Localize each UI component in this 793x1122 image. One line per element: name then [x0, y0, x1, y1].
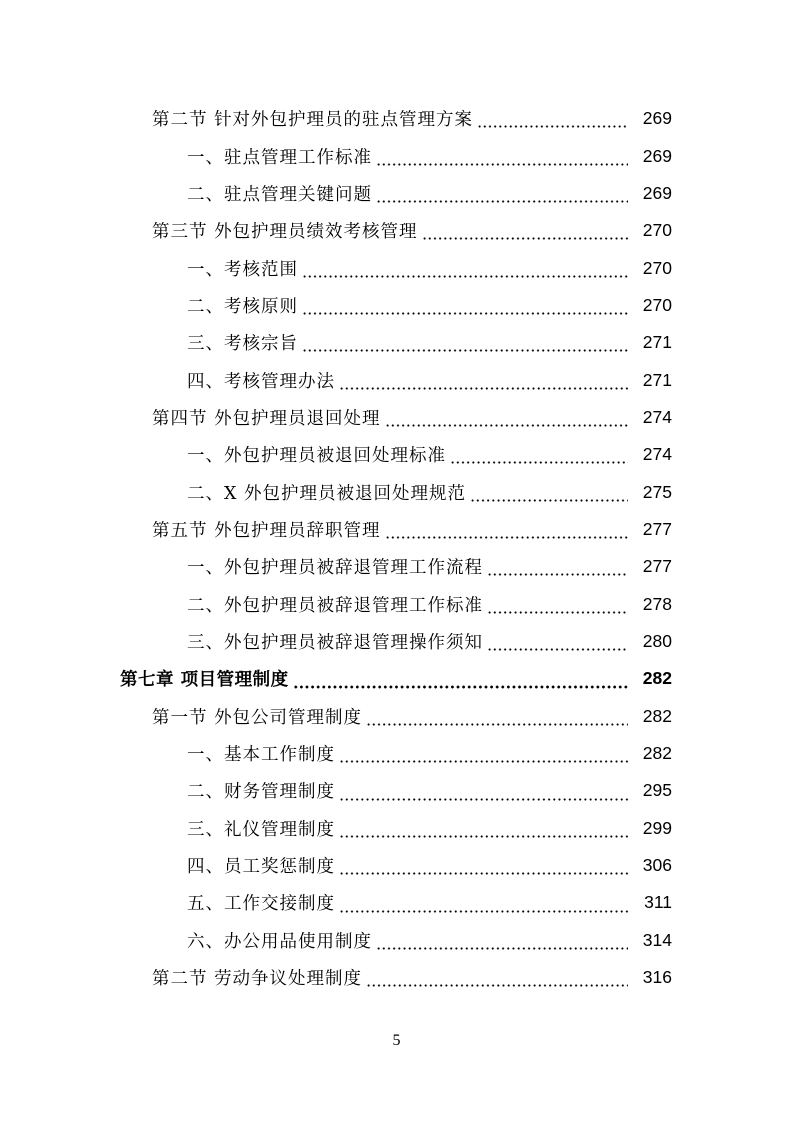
toc-entry-page-number: 311: [644, 892, 672, 913]
toc-subsection-entry[interactable]: [0, 175, 793, 212]
toc-dot-leader: [470, 485, 628, 502]
table-of-contents: [0, 100, 793, 996]
toc-entry-title: 第一节 外包公司管理制度: [152, 707, 363, 728]
toc-entry-title: 二、财务管理制度: [187, 782, 335, 803]
toc-entry-page-number: 282: [642, 743, 672, 764]
toc-entry-title: 一、考核范围: [187, 259, 298, 280]
toc-dot-leader: [477, 111, 628, 128]
toc-entry-title: 二、驻点管理关键问题: [187, 184, 372, 205]
toc-subsection-entry[interactable]: [0, 623, 793, 660]
toc-entry-title: 一、驻点管理工作标准: [187, 147, 372, 168]
toc-entry-title: 第三节 外包护理员绩效考核管理: [152, 222, 418, 243]
toc-entry-title: 第四节 外包护理员退回处理: [152, 408, 381, 429]
toc-section-entry[interactable]: [0, 212, 793, 249]
toc-entry-page-number: 282: [642, 668, 672, 689]
toc-entry-page-number: 277: [642, 518, 672, 539]
toc-dot-leader: [339, 821, 628, 838]
toc-entry-title: 四、员工奖惩制度: [187, 857, 335, 878]
toc-entry-title: 一、外包护理员被辞退管理工作流程: [187, 558, 483, 579]
toc-section-entry[interactable]: [0, 959, 793, 996]
toc-dot-leader: [293, 672, 628, 689]
toc-entry-page-number: 274: [642, 444, 672, 465]
toc-entry-title: 三、礼仪管理制度: [187, 819, 335, 840]
toc-dot-leader: [487, 559, 628, 576]
toc-subsection-entry[interactable]: [0, 772, 793, 809]
toc-entry-title: 三、外包护理员被辞退管理操作须知: [187, 632, 483, 653]
toc-entry-page-number: 269: [642, 108, 672, 129]
toc-entry-title: 一、外包护理员被退回处理标准: [187, 446, 446, 467]
toc-entry-page-number: 275: [642, 481, 672, 502]
toc-dot-leader: [385, 522, 628, 539]
toc-dot-leader: [376, 933, 628, 950]
toc-dot-leader: [302, 335, 628, 352]
toc-subsection-entry[interactable]: [0, 735, 793, 772]
toc-entry-title: 二、X 外包护理员被退回处理规范: [187, 483, 467, 504]
toc-entry-page-number: 306: [642, 855, 672, 876]
toc-subsection-entry[interactable]: [0, 249, 793, 286]
toc-dot-leader: [487, 597, 628, 614]
toc-dot-leader: [339, 373, 628, 390]
toc-entry-page-number: 299: [642, 817, 672, 838]
toc-entry-title: 第二节 针对外包护理员的驻点管理方案: [152, 110, 474, 131]
toc-subsection-entry[interactable]: [0, 287, 793, 324]
toc-subsection-entry[interactable]: [0, 324, 793, 361]
toc-dot-leader: [366, 709, 628, 726]
toc-entry-page-number: 269: [642, 182, 672, 203]
toc-entry-title: 三、考核宗旨: [187, 334, 298, 355]
toc-entry-title: 第二节 劳动争议处理制度: [152, 969, 363, 990]
toc-subsection-entry[interactable]: [0, 847, 793, 884]
toc-entry-page-number: 316: [642, 967, 672, 988]
toc-entry-title: 二、外包护理员被辞退管理工作标准: [187, 595, 483, 616]
toc-dot-leader: [376, 186, 628, 203]
toc-dot-leader: [487, 634, 628, 651]
toc-subsection-entry[interactable]: [0, 436, 793, 473]
toc-subsection-entry[interactable]: [0, 922, 793, 959]
toc-entry-title: 第七章 项目管理制度: [120, 670, 289, 691]
toc-entry-page-number: 314: [642, 929, 672, 950]
toc-entry-page-number: 282: [642, 705, 672, 726]
toc-dot-leader: [422, 223, 628, 240]
toc-chapter-entry[interactable]: [0, 660, 793, 697]
toc-entry-title: 第五节 外包护理员辞职管理: [152, 520, 381, 541]
toc-entry-page-number: 271: [642, 332, 672, 353]
toc-entry-title: 一、基本工作制度: [187, 745, 335, 766]
toc-entry-page-number: 269: [642, 145, 672, 166]
toc-entry-page-number: 278: [642, 593, 672, 614]
toc-section-entry[interactable]: [0, 511, 793, 548]
toc-subsection-entry[interactable]: [0, 548, 793, 585]
toc-entry-page-number: 271: [642, 369, 672, 390]
toc-subsection-entry[interactable]: [0, 810, 793, 847]
toc-entry-page-number: 274: [642, 406, 672, 427]
toc-entry-page-number: 270: [642, 294, 672, 315]
toc-entry-page-number: 280: [642, 630, 672, 651]
toc-subsection-entry[interactable]: [0, 884, 793, 921]
toc-dot-leader: [339, 784, 628, 801]
toc-section-entry[interactable]: [0, 100, 793, 137]
toc-dot-leader: [302, 298, 628, 315]
toc-entry-page-number: 270: [642, 257, 672, 278]
toc-entry-page-number: 277: [642, 556, 672, 577]
toc-dot-leader: [366, 970, 628, 987]
toc-dot-leader: [385, 410, 628, 427]
toc-dot-leader: [376, 149, 628, 166]
toc-dot-leader: [302, 261, 628, 278]
toc-entry-title: 二、考核原则: [187, 296, 298, 317]
toc-dot-leader: [339, 858, 628, 875]
toc-subsection-entry[interactable]: [0, 361, 793, 398]
toc-entry-title: 四、考核管理办法: [187, 371, 335, 392]
page-number: 5: [392, 1032, 401, 1049]
toc-subsection-entry[interactable]: [0, 585, 793, 622]
toc-entry-title: 五、工作交接制度: [187, 894, 335, 915]
toc-entry-page-number: 295: [642, 780, 672, 801]
toc-section-entry[interactable]: [0, 399, 793, 436]
toc-dot-leader: [339, 896, 628, 913]
toc-entry-page-number: 270: [642, 220, 672, 241]
toc-dot-leader: [339, 746, 628, 763]
toc-entry-title: 六、办公用品使用制度: [187, 931, 372, 952]
toc-dot-leader: [450, 447, 628, 464]
toc-subsection-entry[interactable]: [0, 137, 793, 174]
toc-section-entry[interactable]: [0, 698, 793, 735]
toc-subsection-entry[interactable]: [0, 473, 793, 510]
